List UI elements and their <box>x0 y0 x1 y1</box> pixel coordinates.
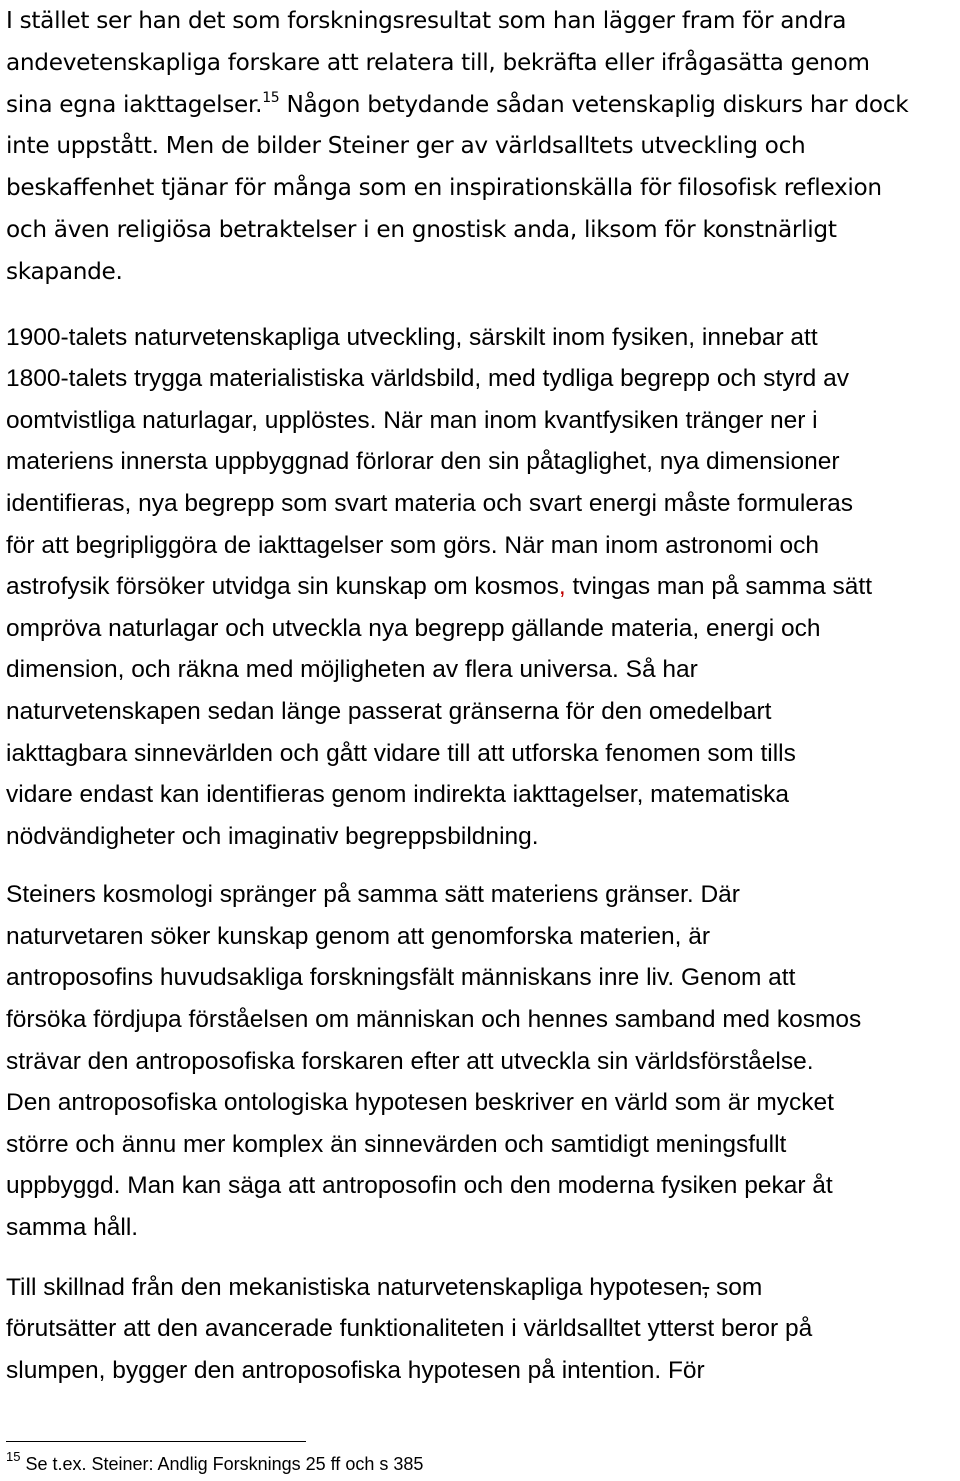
text-line: 1800-talets trygga materialistiska världsbild, med tydliga begrepp och styrd av <box>6 365 849 393</box>
text-line: materiens innersta uppbyggnad förlorar den sin påtaglighet, nya dimensioner <box>6 448 840 476</box>
document-page <box>6 0 956 1391</box>
text-segment: sina egna iakttagelser. <box>6 90 263 118</box>
text-line: I stället ser han det som forskningsresultat som han lägger fram för andra <box>6 7 847 34</box>
text-line: iakttagbara sinnevärlden och gått vidare till att utforska fenomen som tills <box>6 739 796 767</box>
paragraph-4 <box>6 1267 956 1392</box>
paragraph-1 <box>6 0 956 293</box>
footnote-separator <box>6 1441 306 1442</box>
text-line: förutsätter att den avancerade funktionaliteten i världsalltet ytterst beror på <box>6 1315 813 1343</box>
text-segment: astrofysik försöker utvidga sin kunskap om kosmos <box>6 573 559 601</box>
text-line: identifieras, nya begrepp som svart materia och svart energi måste formuleras <box>6 489 853 517</box>
text-line: slumpen, bygger den antroposofiska hypotesen på intention. För <box>6 1356 705 1384</box>
footnote-text: Se t.ex. Steiner: Andlig Forsknings 25 ff och s 385 <box>20 1454 424 1474</box>
text-line: naturvetaren söker kunskap genom att genomforska materien, är <box>6 922 711 950</box>
text-line: naturvetenskapen sedan länge passerat gränserna för den omedelbart <box>6 697 772 725</box>
text-line: oomtvistliga naturlagar, upplöstes. När man inom kvantfysiken tränger ner i <box>6 406 818 434</box>
text-line: uppbyggd. Man kan säga att antroposofin och den moderna fysiken pekar åt <box>6 1172 833 1200</box>
paragraph-2 <box>6 317 956 858</box>
text-line: försöka fördjupa förståelsen om människan och hennes samband med kosmos <box>6 1006 862 1034</box>
text-line: nödvändigheter och imaginativ begreppsbildning. <box>6 822 539 850</box>
footnote-number: 15 <box>6 1449 21 1464</box>
text-line: inte uppstått. Men de bilder Steiner ger av världsalltets utveckling och <box>6 132 806 160</box>
text-segment: Till skillnad från den mekanistiska naturvetenskapliga hypotesen <box>6 1273 703 1301</box>
text-line: beskaffenhet tjänar för många som en inspirationskälla för filosofisk reflexion <box>6 174 882 202</box>
text-line <box>6 1267 956 1309</box>
paragraph-3 <box>6 874 956 1248</box>
footnote-reference[interactable]: 15 <box>262 89 280 106</box>
text-line <box>6 566 956 608</box>
text-line: strävar den antroposofiska forskaren efter att utveckla sin världsförståelse. <box>6 1047 814 1075</box>
text-line: Steiners kosmologi spränger på samma sätt materiens gränser. Där <box>6 881 740 909</box>
text-line <box>6 84 956 126</box>
text-line: 1900-talets naturvetenskapliga utveckling, särskilt inom fysiken, innebar att <box>6 323 818 351</box>
tracked-change-comma: , <box>558 573 566 601</box>
text-line: och även religiösa betraktelser i en gnostisk anda, liksom för konstnärligt <box>6 215 837 243</box>
text-line: dimension, och räkna med möjligheten av flera universa. Så har <box>6 656 698 684</box>
text-line: antroposofins huvudsakliga forskningsfält människans inre liv. Genom att <box>6 964 796 992</box>
text-line: samma håll. <box>6 1214 139 1242</box>
text-line: vidare endast kan identifieras genom indirekta iakttagelser, matematiska <box>6 781 790 809</box>
text-line: Den antroposofiska ontologiska hypotesen beskriver en värld som är mycket <box>6 1089 834 1117</box>
struck-comma: , <box>702 1273 710 1301</box>
text-line: för att begripliggöra de iakttagelser som görs. När man inom astronomi och <box>6 531 819 559</box>
text-segment: som <box>709 1273 763 1301</box>
text-line: ompröva naturlagar och utveckla nya begrepp gällande materia, energi och <box>6 614 821 642</box>
text-line: andevetenskapliga forskare att relatera till, bekräfta eller ifrågasätta genom <box>6 48 870 76</box>
text-line: större och ännu mer komplex än sinnevärden och samtidigt meningsfullt <box>6 1130 787 1158</box>
text-segment: tvingas man på samma sätt <box>565 573 873 601</box>
text-line: skapande. <box>6 257 123 285</box>
text-segment: Någon betydande sådan vetenskaplig diskurs har dock <box>279 90 909 118</box>
footnote <box>6 1447 423 1481</box>
